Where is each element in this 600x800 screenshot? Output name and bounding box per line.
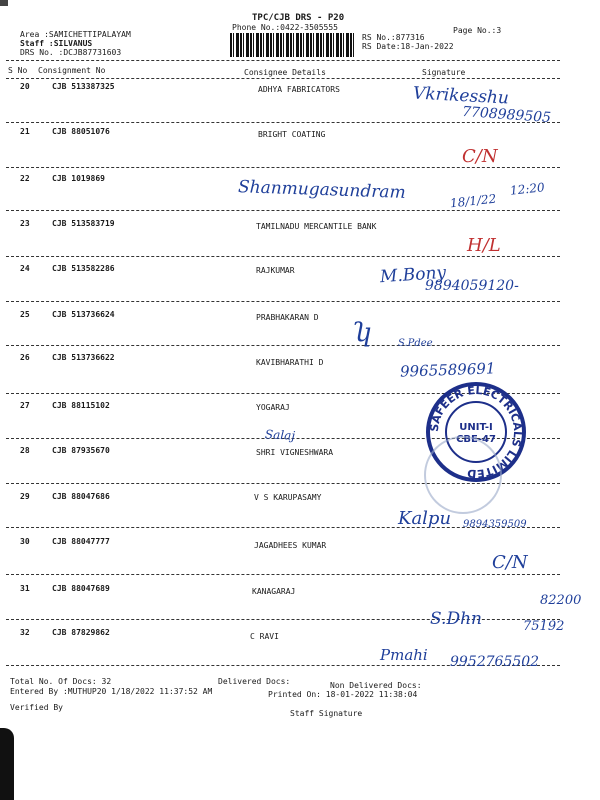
document-title: TPC/CJB DRS - P20: [252, 13, 345, 23]
row-sno: 24: [20, 264, 30, 273]
handwritten-signature: S.Pdee: [398, 338, 433, 349]
printed-on: Printed On: 18-01-2022 11:38:04: [268, 690, 418, 699]
divider: [6, 122, 560, 123]
row-sno: 27: [20, 401, 30, 410]
handwritten-signature: Pmahi: [380, 646, 428, 664]
row-consignment: CJB 513736622: [52, 353, 115, 362]
scan-shadow: [0, 728, 14, 800]
handwritten-number: 82200: [540, 593, 582, 608]
row-sno: 20: [20, 82, 30, 91]
handwritten-phone: 9952765502: [450, 654, 540, 670]
row-consignee: BRIGHT COATING: [258, 130, 326, 139]
row-sno: 23: [20, 219, 30, 228]
row-sno: 26: [20, 353, 30, 362]
non-delivered-docs: Non Delivered Docs:: [330, 681, 422, 690]
divider: [6, 256, 560, 257]
handwritten-signature: S.Dhn: [430, 609, 482, 629]
handwritten-phone: 7708989505: [461, 103, 552, 127]
divider: [6, 167, 560, 168]
staff-signature: Staff Signature: [290, 709, 363, 718]
delivered-docs: Delivered Docs:: [218, 677, 291, 686]
handwritten-phone: 9894359509: [463, 519, 527, 530]
row-consignment: CJB 87935670: [52, 446, 110, 455]
handwritten-signature: Salaj: [264, 427, 296, 443]
rs-date: RS Date:18-Jan-2022: [362, 42, 454, 51]
handwritten-signature: Vkrikesshu: [412, 83, 510, 109]
barcode: [230, 33, 356, 57]
row-consignee: KANAGARAJ: [252, 587, 296, 596]
handwritten-time: 12:20: [509, 180, 546, 198]
area-field: Area :SAMICHETTIPALAYAM: [20, 30, 131, 39]
row-consignee: TAMILNADU MERCANTILE BANK: [256, 222, 377, 231]
stamp-center-bottom: CBE-47: [456, 434, 496, 445]
scan-shadow: [0, 0, 8, 6]
row-consignment: CJB 1019869: [52, 174, 105, 183]
row-consignee: RAJKUMAR: [256, 266, 295, 275]
row-consignee: JAGADHEES KUMAR: [254, 541, 327, 550]
handwritten-phone: 9894059120-: [425, 278, 519, 294]
handwritten-note: C/N: [492, 552, 528, 573]
row-sno: 25: [20, 310, 30, 319]
row-consignee: V S KARUPASAMY: [254, 493, 322, 502]
row-sno: 32: [20, 628, 30, 637]
row-consignment: CJB 513583719: [52, 219, 115, 228]
row-consignee: PRABHAKARAN D: [256, 313, 319, 322]
rs-number: RS No.:877316: [362, 33, 425, 42]
row-consignment: CJB 513736624: [52, 310, 115, 319]
column-header-signature: Signature: [422, 68, 466, 77]
row-sno: 30: [20, 537, 30, 546]
row-consignment: CJB 513387325: [52, 82, 115, 91]
divider: [6, 301, 560, 302]
staff-field: Staff :SILVANUS: [20, 39, 93, 48]
row-consignee: C RAVI: [250, 632, 279, 641]
row-consignee: YOGARAJ: [256, 403, 290, 412]
row-consignee: ADHYA FABRICATORS: [258, 85, 340, 94]
row-consignment: CJB 88047777: [52, 537, 110, 546]
divider: [6, 60, 560, 61]
handwritten-mark: ʮ: [352, 318, 373, 348]
row-consignment: CJB 87829862: [52, 628, 110, 637]
row-consignment: CJB 88051076: [52, 127, 110, 136]
handwritten-signature: Kalpu: [398, 508, 452, 529]
column-header-sno: S No: [8, 66, 28, 75]
verified-by: Verified By: [10, 703, 63, 712]
handwritten-number: 75192: [523, 619, 565, 634]
faded-stamp: [424, 436, 502, 514]
row-consignment: CJB 88115102: [52, 401, 110, 410]
row-consignee: SHRI VIGNESHWARA: [256, 448, 334, 457]
divider: [6, 345, 560, 346]
row-consignment: CJB 513582286: [52, 264, 115, 273]
column-header-consignee: Consignee Details: [244, 68, 326, 77]
handwritten-signature: M.Bony: [379, 262, 447, 288]
handwritten-date: 18/1/22: [449, 191, 497, 211]
row-sno: 29: [20, 492, 30, 501]
row-sno: 31: [20, 584, 30, 593]
drs-number: DRS No. :DCJB87731603: [20, 48, 122, 57]
row-consignment: CJB 88047689: [52, 584, 110, 593]
row-consignee: KAVIBHARATHI D: [256, 358, 324, 367]
stamp-center-top: UNIT-I: [459, 422, 493, 433]
handwritten-phone: 9965589691: [399, 359, 496, 381]
phone-number: Phone No.:0422-3505555: [232, 23, 338, 32]
row-sno: 28: [20, 446, 30, 455]
divider: [6, 78, 560, 79]
handwritten-note: C/N: [462, 146, 498, 167]
page-number: Page No.:3: [453, 26, 502, 35]
handwritten-note: H/L: [467, 235, 501, 256]
divider: [6, 574, 560, 575]
stamp-ring-text: SAFEER ELECTRICALS LIMITED: [427, 383, 525, 481]
total-docs: Total No. Of Docs: 32: [10, 677, 112, 686]
divider: [6, 210, 560, 211]
handwritten-signature: Shanmugasundram: [237, 177, 406, 203]
row-sno: 22: [20, 174, 30, 183]
entered-by: Entered By :MUTHUP20 1/18/2022 11:37:52 AM: [10, 687, 213, 696]
row-consignment: CJB 88047686: [52, 492, 110, 501]
row-sno: 21: [20, 127, 30, 136]
column-header-consignment: Consignment No: [38, 66, 106, 75]
